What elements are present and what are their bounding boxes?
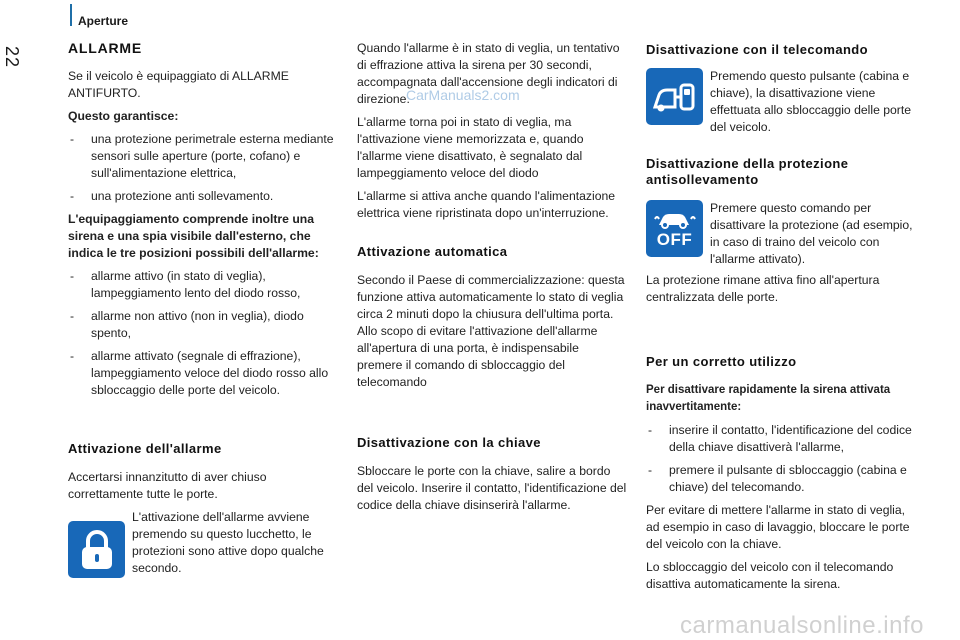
antilift-title: Disattivazione della protezione antisollevamento <box>646 156 849 187</box>
alarm-title: ALLARME <box>68 40 143 56</box>
usage-label: Per disattivare rapidamente la sirena attivata inavvertitamente: <box>646 384 891 413</box>
usage-title: Per un corretto utilizzo <box>646 354 797 369</box>
alarm-intro: Se il veicolo è equipaggiato di ALLARME ANTIFURTO. <box>68 69 289 100</box>
list-item: - una protezione perimetrale esterna mediante sensori sulle aperture (porte, cofano) e sull'alimentazione elettrica, <box>68 131 338 182</box>
remote-deactivation-title: Disattivazione con il telecomando <box>646 42 868 57</box>
list-item: - allarme non attivo (non in veglia), diodo spento, <box>68 308 338 342</box>
equipment-label: L'equipaggiamento comprende inoltre una sirena e una spia visibile dall'esterno, che indica le tre posizioni possibili dell'allarme: <box>68 212 319 260</box>
antilift-off-icon <box>646 200 703 257</box>
watermark-bottom: carmanualsonline.info <box>680 612 924 639</box>
header-bar <box>70 4 72 26</box>
antilift-row <box>646 200 914 268</box>
car-key-unlock-icon <box>646 68 703 125</box>
section-title: Aperture <box>78 14 129 28</box>
usage-paragraph-1: Per evitare di mettere l'allarme in stato di veglia, ad esempio in caso di lavaggio, bloccare le porte del veicolo con la chiave. <box>646 503 910 551</box>
remote-deactivation-text: Premendo questo pulsante (cabina e chiave), la disattivazione viene effettuata allo sbloccaggio delle porte del veicolo. <box>710 69 912 134</box>
guarantees-label: Questo garantisce: <box>68 109 179 123</box>
auto-activation-text: Secondo il Paese di commercializzazione: questa funzione attiva automaticamente lo stato di veglia circa 2 minuti dopo la chiusura dell'ultima porta. Allo scopo di evitare l'attivazione dell'allarme all'apertura di una porta, è indispensabile premere il comando di sbloccaggio del telecomando <box>357 273 625 389</box>
key-deactivation-title: Disattivazione con la chiave <box>357 435 541 450</box>
column-left <box>68 40 338 578</box>
watermark-top: CarManuals2.com <box>406 87 520 103</box>
column-right <box>646 40 914 599</box>
list-item: - allarme attivato (segnale di effrazione), lampeggiamento veloce del diodo rosso allo sbloccaggio delle porte del veicolo. <box>68 348 338 399</box>
activation-title: Attivazione dell'allarme <box>68 441 222 456</box>
standby-paragraph-2: L'allarme torna poi in stato di veglia, ma l'attivazione viene memorizzata e, quando l'allarme viene disattivato, è segnalato dal lampeggiamento veloce del diodo <box>357 115 584 180</box>
antilift-text: Premere questo comando per disattivare la protezione (ad esempio, in caso di traino del veicolo con l'allarme attivato). <box>710 201 913 266</box>
remote-row <box>646 68 914 136</box>
auto-activation-title: Attivazione automatica <box>357 244 508 259</box>
page-number: 22 <box>2 46 22 69</box>
padlock-icon <box>68 521 125 578</box>
column-middle <box>357 40 627 520</box>
key-deactivation-text: Sbloccare le porte con la chiave, salire a bordo del veicolo. Inserire il contatto, l'identificazione del codice della chiave disinserirà l'allarme. <box>357 464 627 512</box>
activation-row <box>68 509 338 578</box>
usage-list <box>646 422 914 496</box>
standby-paragraph-1: Quando l'allarme è in stato di veglia, un tentativo di effrazione attiva la sirena per 30 secondi, accompagnata dall'accensione degli indicatori di direzione. <box>357 41 620 106</box>
list-item: - premere il pulsante di sbloccaggio (cabina e chiave) del telecomando. <box>646 462 914 496</box>
antilift-note: La protezione rimane attiva fino all'apertura centralizzata delle porte. <box>646 273 880 304</box>
usage-paragraph-2: Lo sbloccaggio del veicolo con il telecomando disattiva automaticamente la sirena. <box>646 560 894 591</box>
standby-paragraph-3: L'allarme si attiva anche quando l'alimentazione elettrica viene ripristinata dopo un'interruzione. <box>357 189 616 220</box>
guarantees-list <box>68 131 338 205</box>
activation-intro: Accertarsi innanzitutto di aver chiuso correttamente tutte le porte. <box>68 470 267 501</box>
off-label: OFF <box>656 229 693 249</box>
activation-text: L'attivazione dell'allarme avviene premendo su questo lucchetto, le protezioni sono attive dopo qualche secondo. <box>132 510 324 575</box>
list-item: - allarme attivo (in stato di veglia), lampeggiamento lento del diodo rosso, <box>68 268 338 302</box>
list-item: - una protezione anti sollevamento. <box>68 188 338 205</box>
alarm-states-list <box>68 268 338 399</box>
list-item: - inserire il contatto, l'identificazione del codice della chiave disattiverà l'allarme, <box>646 422 914 456</box>
